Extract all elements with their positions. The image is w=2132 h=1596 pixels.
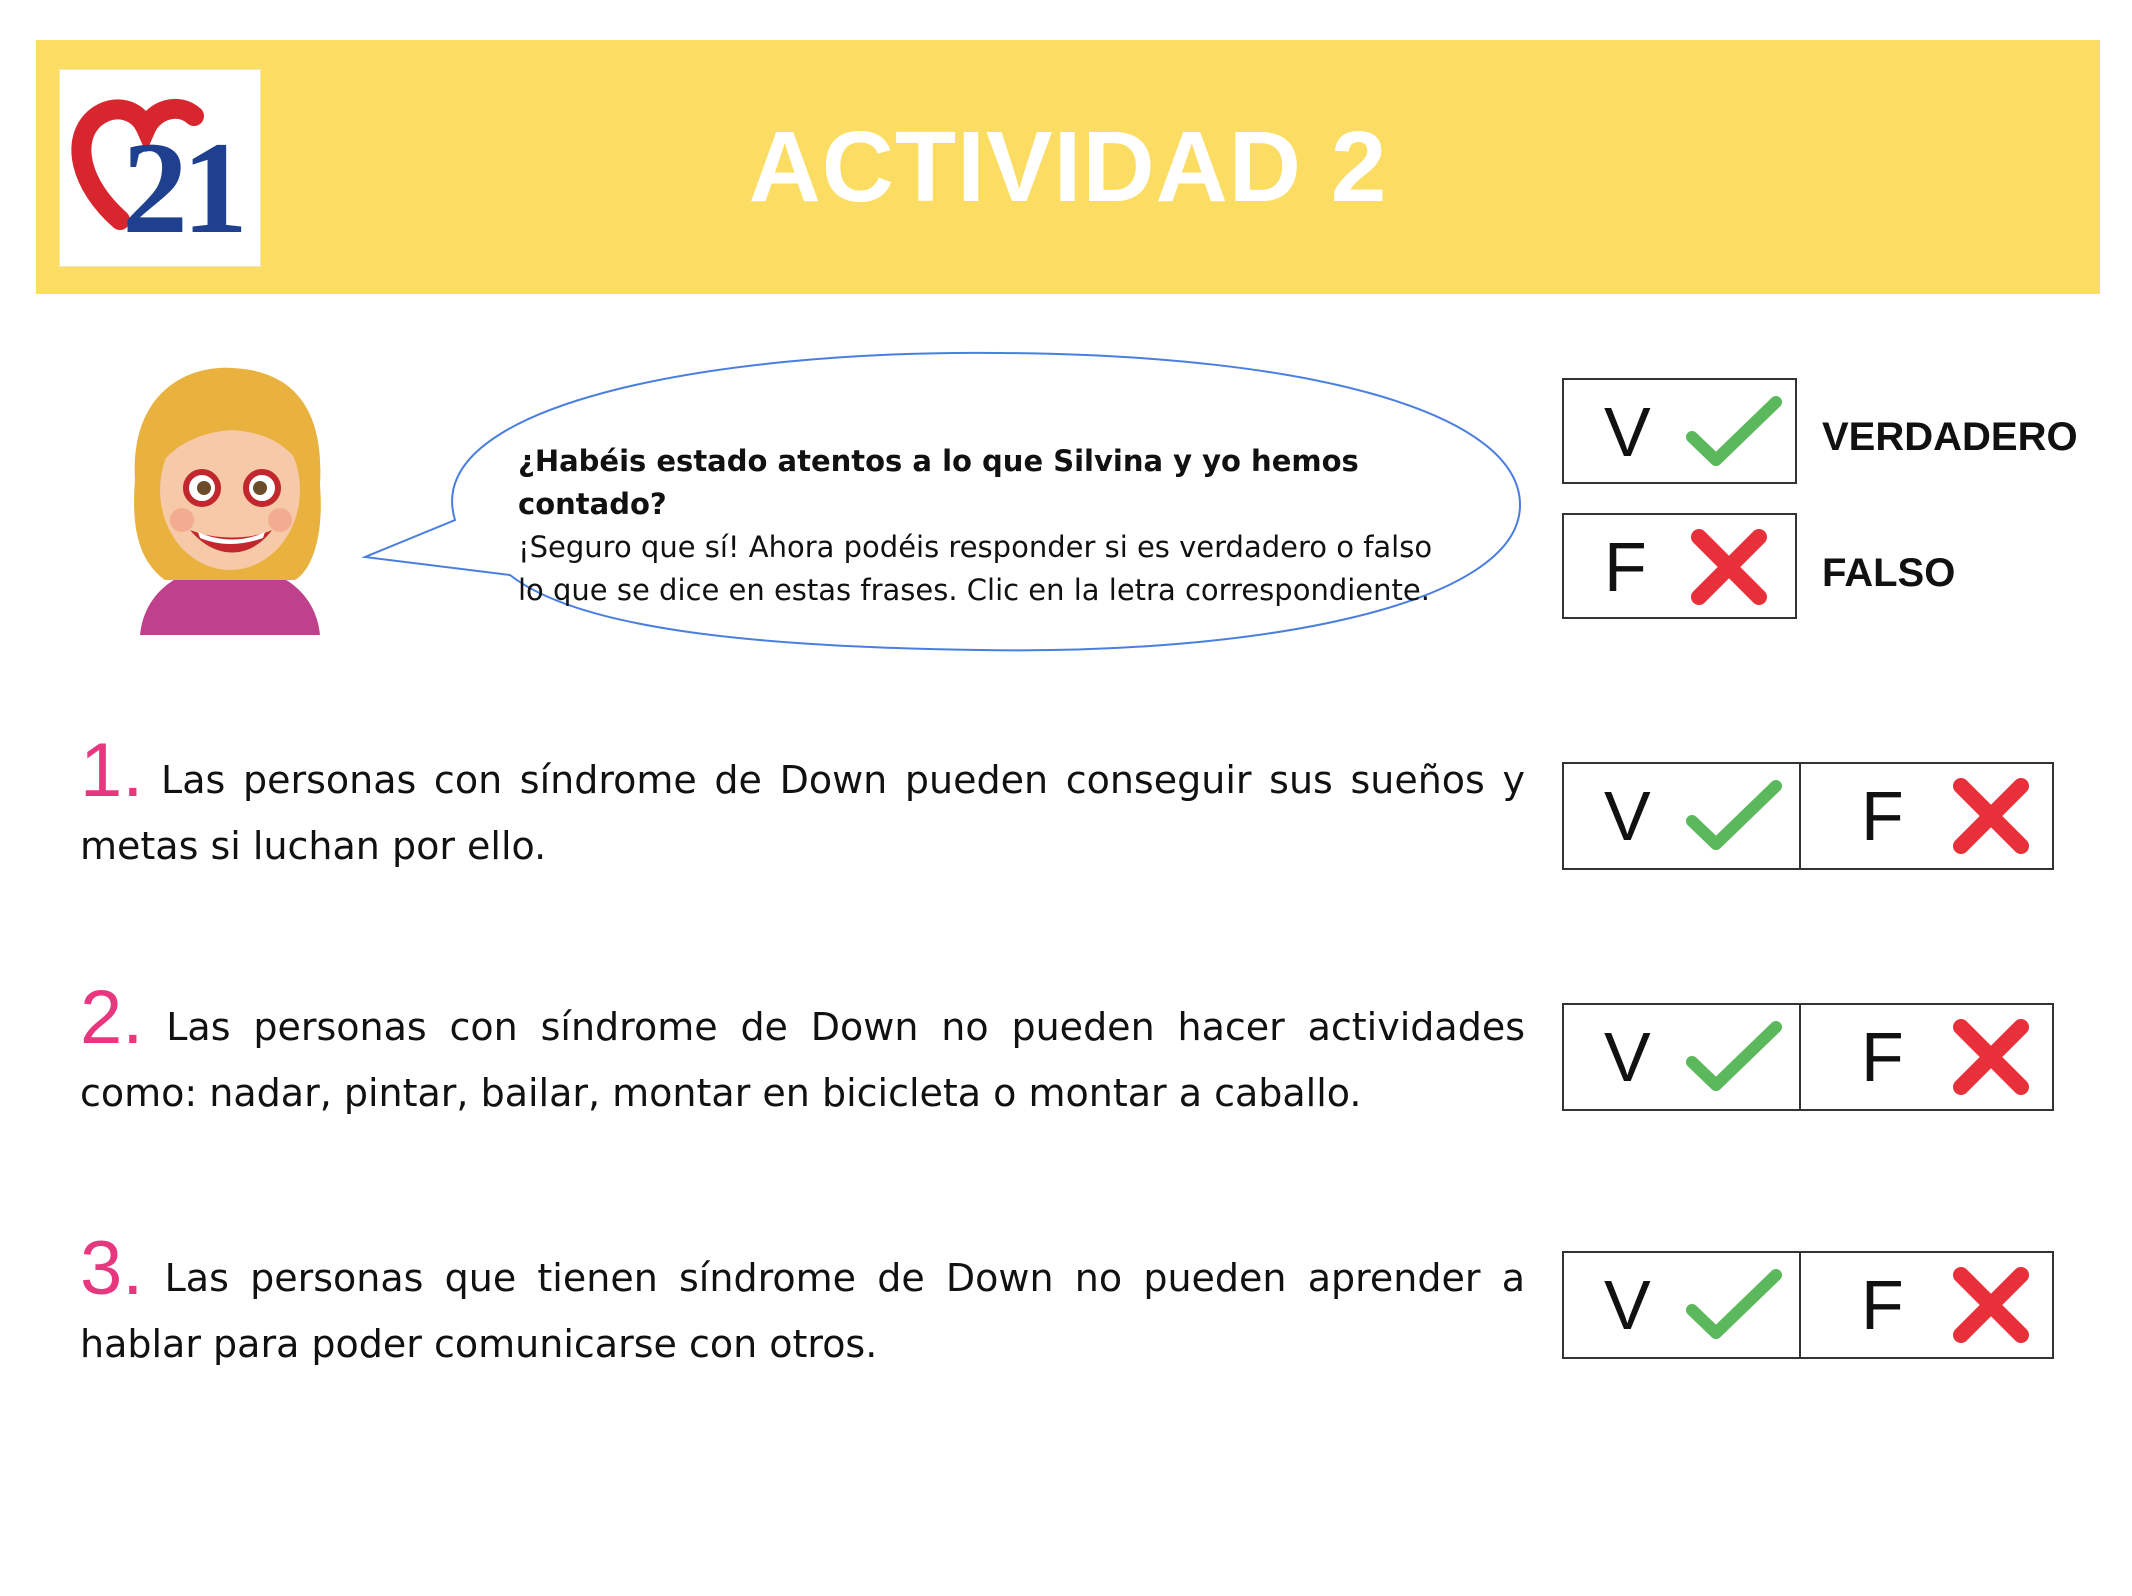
cross-icon bbox=[1951, 1265, 2031, 1345]
answer-box-2 bbox=[1562, 1003, 2054, 1111]
header-banner bbox=[36, 40, 2100, 294]
answer-true-option[interactable] bbox=[1564, 764, 1797, 868]
cross-icon bbox=[1689, 527, 1769, 607]
true-letter: V bbox=[1604, 1018, 1651, 1096]
answer-false-option[interactable] bbox=[1801, 1005, 2034, 1109]
cross-icon bbox=[1951, 776, 2031, 856]
question-3 bbox=[80, 1226, 1525, 1377]
legend-false-label: FALSO bbox=[1822, 551, 1956, 595]
true-letter: V bbox=[1604, 777, 1651, 855]
intro-line-2: ¡Seguro que sí! Ahora podéis responder si es verdadero o falso bbox=[518, 530, 1433, 564]
question-text: Las personas que tienen síndrome de Down no pueden aprender a hablar para poder comunicarse con otros. bbox=[80, 1256, 1525, 1366]
question-2 bbox=[80, 975, 1525, 1126]
false-letter: F bbox=[1861, 777, 1904, 855]
check-icon bbox=[1684, 776, 1784, 856]
page-title: ACTIVIDAD 2 bbox=[748, 111, 1388, 223]
answer-true-option[interactable] bbox=[1564, 1005, 1797, 1109]
legend-true-letter: V bbox=[1604, 393, 1651, 471]
check-icon bbox=[1684, 1017, 1784, 1097]
legend-false-letter: F bbox=[1604, 528, 1647, 606]
legend-true-label: VERDADERO bbox=[1822, 415, 2078, 459]
check-icon bbox=[1684, 1265, 1784, 1345]
answer-true-option[interactable] bbox=[1564, 1253, 1797, 1357]
intro-line-3: lo que se dice en estas frases. Clic en la letra correspondiente. bbox=[518, 573, 1430, 607]
legend-true-box bbox=[1562, 378, 1797, 484]
intro-text bbox=[518, 440, 1478, 612]
answer-false-option[interactable] bbox=[1801, 764, 2034, 868]
true-letter: V bbox=[1604, 1266, 1651, 1344]
answer-box-1 bbox=[1562, 762, 2054, 870]
answer-false-option[interactable] bbox=[1801, 1253, 2034, 1357]
false-letter: F bbox=[1861, 1266, 1904, 1344]
girl-avatar bbox=[120, 360, 340, 635]
question-text: Las personas con síndrome de Down no pueden hacer actividades como: nadar, pintar, bailar, montar en bicicleta o montar a caballo. bbox=[80, 1005, 1525, 1115]
svg-text:21: 21 bbox=[122, 114, 242, 261]
intro-question: ¿Habéis estado atentos a lo que Silvina y yo hemos contado? bbox=[518, 444, 1359, 521]
question-text: Las personas con síndrome de Down pueden conseguir sus sueños y metas si luchan por ello. bbox=[80, 758, 1525, 868]
question-number: 1. bbox=[80, 728, 144, 813]
answer-box-3 bbox=[1562, 1251, 2054, 1359]
question-1 bbox=[80, 728, 1525, 879]
question-number: 2. bbox=[80, 975, 144, 1060]
question-number: 3. bbox=[80, 1226, 144, 1311]
false-letter: F bbox=[1861, 1018, 1904, 1096]
cross-icon bbox=[1951, 1017, 2031, 1097]
legend-false-box bbox=[1562, 513, 1797, 619]
check-icon bbox=[1684, 392, 1784, 472]
